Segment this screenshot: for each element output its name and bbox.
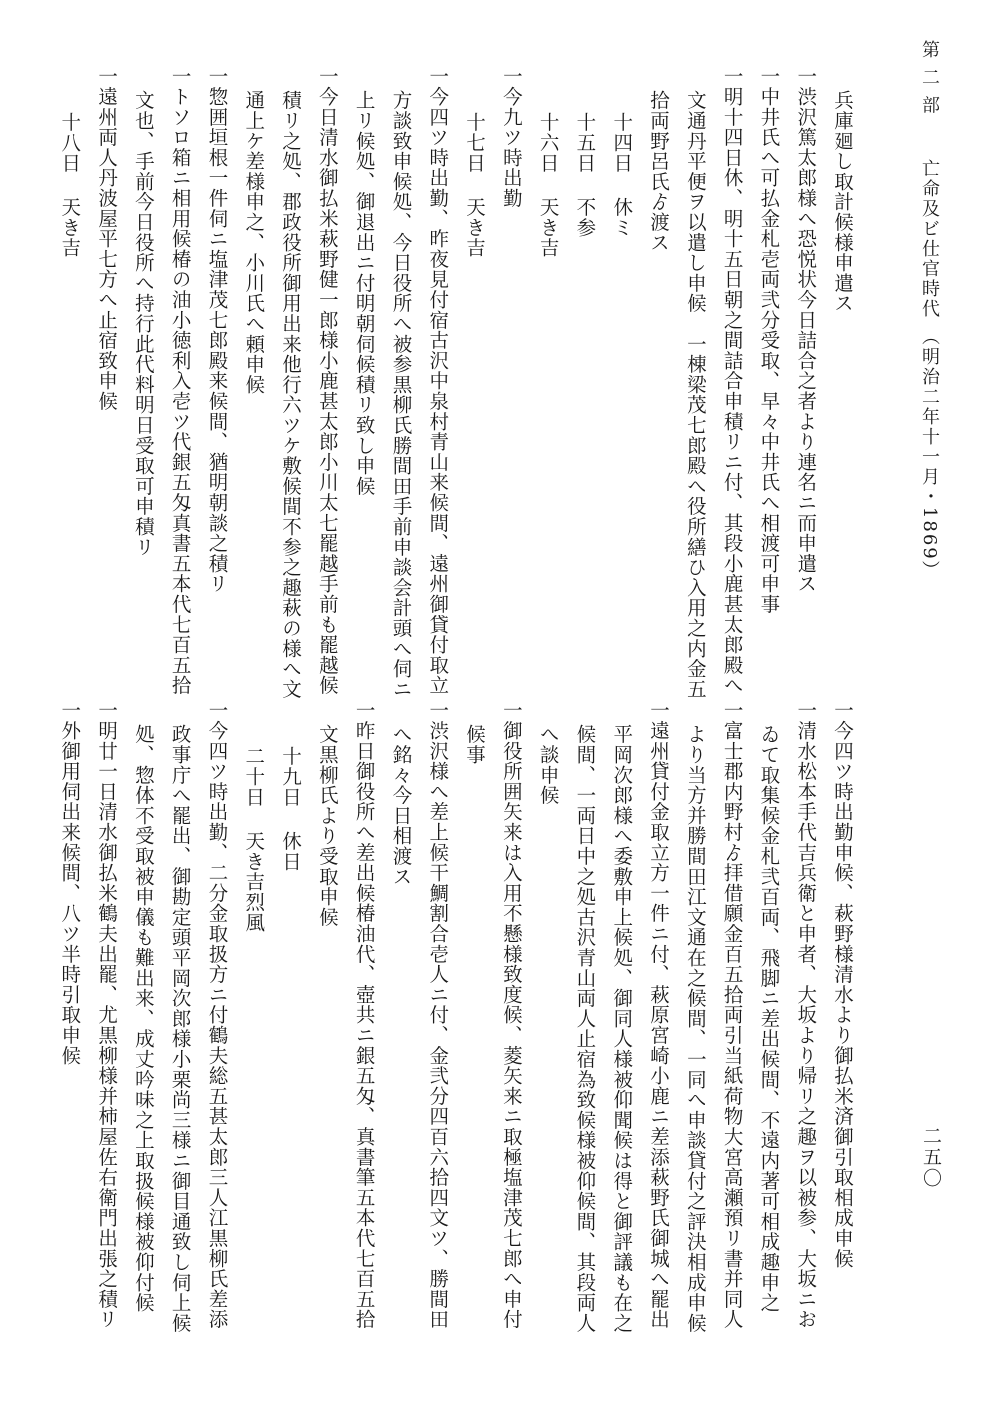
date-label: 二十日 bbox=[242, 746, 266, 807]
continuation-line: 候間、一両日中之処古沢青山両人止宿為致候様被仰候間、其段両人 bbox=[573, 724, 597, 1333]
continuation-line: ゐて取集候金札弐百両、飛脚ニ差出候間、不遠内著可相成趣申之 bbox=[757, 724, 781, 1313]
continuation-line: 文通丹平便ヲ以遣し申候 一棟梁茂七郎殿へ役所繕ひ入用之内金五 bbox=[683, 90, 707, 699]
diary-entry: 一渋沢篤太郎様へ恐悦状今日詰合之者より連名ニ而申遣ス bbox=[794, 66, 818, 594]
continuation-line: より当方并勝間田江文通在之候間、一同へ申談貸付之評決相成申候 bbox=[683, 724, 707, 1333]
date-label: 十六日 bbox=[536, 112, 560, 173]
diary-entry: 一今日清水御払米萩野健一郎様小鹿甚太郎小川太七罷越手前も罷越候 bbox=[315, 66, 339, 696]
date-label: 十七日 bbox=[463, 112, 487, 173]
continuation-line: 方談致申候処、今日役所へ被参黒柳氏勝間田手前申談会計頭へ伺ニ bbox=[389, 90, 413, 699]
continuation-line: へ談申候 bbox=[536, 724, 560, 806]
date-label: 十八日 bbox=[58, 112, 82, 173]
date-note: 天き吉烈風 bbox=[242, 830, 266, 933]
continuation-line: 処、惣体不受取被申儀も難出来、成丈吟味之上取扱候様被仰付候 bbox=[131, 724, 155, 1313]
header-part: 第 二 部 bbox=[919, 40, 940, 116]
date-label: 十九日 bbox=[279, 746, 303, 807]
continuation-line: 兵庫廻し取計候様申遣ス bbox=[831, 90, 854, 314]
diary-entry: 一昨日御役所へ差出候椿油代、壺共ニ銀五匁、真書筆五本代七百五拾 bbox=[352, 700, 376, 1330]
continuation-line: 通上ケ差様申之、小川氏へ頼申候 bbox=[242, 90, 266, 395]
continuation-line: 上リ候処、御退出ニ付明朝伺候積リ致し申候 bbox=[352, 90, 376, 496]
continuation-line: 平岡次郎様へ委敷申上候処、御同人様被仰聞候は得と御評議も在之 bbox=[610, 724, 634, 1333]
diary-entry: 一トソロ箱ニ相用候椿の油小徳利入壱ツ代銀五匁真書五本代七百五拾 bbox=[168, 66, 192, 696]
date-line bbox=[529, 66, 566, 666]
date-note: 天き吉 bbox=[536, 196, 560, 258]
date-note: 休日 bbox=[279, 830, 303, 872]
diary-entry: 一渋沢様へ差上候干鯛割合壱人ニ付、金弐分四百六拾四文ツ、勝間田 bbox=[426, 700, 450, 1330]
diary-entry: 一今九ツ時出勤 bbox=[499, 66, 523, 209]
continuation-line: 拾両野呂氏ゟ渡ス bbox=[647, 90, 671, 253]
lower-text-block bbox=[50, 700, 860, 1333]
continuation-line: 候事 bbox=[463, 724, 487, 765]
date-note: 休ミ bbox=[610, 196, 634, 238]
diary-entry: 一明十四日休、明十五日朝之間詰合申積リニ付、其段小鹿甚太郎殿へ bbox=[720, 66, 744, 696]
diary-entry: 一遠州両人丹波屋平七方へ止宿致申候 bbox=[95, 66, 119, 412]
diary-entry: 一今四ツ時出勤、昨夜見付宿古沢中泉村青山来候間、遠州御貸付取立 bbox=[426, 66, 450, 696]
diary-entry: 一明廿一日清水御払米鶴夫出罷、尤黒柳様并柿屋佐右衛門出張之積リ bbox=[95, 700, 119, 1330]
date-line bbox=[566, 66, 603, 666]
continuation-line: 文也、手前今日役所へ持行此代料明日受取可申積リ bbox=[131, 90, 155, 557]
date-line bbox=[50, 66, 87, 666]
date-label: 十四日 bbox=[610, 112, 634, 173]
continuation-line: 文黒柳氏より受取申候 bbox=[315, 724, 339, 927]
diary-entry: 一惣囲垣根一件伺ニ塩津茂七郎殿来候間、猶明朝談之積リ bbox=[205, 66, 229, 594]
diary-entry: 一今四ツ時出勤申候、萩野様清水より御払米済御引取相成申候 bbox=[831, 700, 854, 1269]
upper-text-block bbox=[50, 66, 860, 699]
page-number: 二五〇 bbox=[920, 1126, 942, 1189]
date-note: 不参 bbox=[573, 196, 597, 238]
diary-entry: 一富士郡内野村ゟ拝借願金百五拾両引当紙荷物大宮高瀬預リ書并同人 bbox=[720, 700, 744, 1330]
date-line bbox=[234, 700, 271, 1320]
diary-entry: 一今四ツ時出勤、二分金取扱方ニ付鶴夫総五甚太郎三人江黒柳氏差添 bbox=[205, 700, 229, 1330]
header-era: （明治二年十一月・1869） bbox=[919, 326, 940, 581]
continuation-line: へ銘々今日相渡ス bbox=[389, 724, 413, 887]
date-line bbox=[455, 66, 492, 666]
date-label: 十五日 bbox=[573, 112, 597, 173]
continuation-line: 積リ之処、郡政役所御用出来他行六ツケ敷候間不参之趣萩の様へ文 bbox=[279, 90, 303, 699]
running-header bbox=[918, 40, 940, 581]
diary-entry: 一外御用伺出来候間、八ツ半時引取申候 bbox=[58, 700, 82, 1066]
diary-entry: 一御役所囲矢来は入用不懸様致度候、菱矢来ニ取極塩津茂七郎へ申付 bbox=[499, 700, 523, 1330]
date-line bbox=[271, 700, 308, 1320]
date-note: 天き吉 bbox=[58, 196, 82, 258]
continuation-line: 政事庁へ罷出、御勘定頭平岡次郎様小栗尚三様ニ御目通致し伺上候 bbox=[168, 724, 192, 1333]
diary-entry: 一清水松本手代吉兵衛と申者、大坂より帰リ之趣ヲ以被参、大坂ニお bbox=[794, 700, 818, 1330]
date-note: 天き吉 bbox=[463, 196, 487, 258]
date-line bbox=[602, 66, 639, 666]
header-title: 亡命及ビ仕官時代 bbox=[919, 159, 940, 320]
diary-entry: 一遠州貸付金取立方一件ニ付、萩原宮崎小鹿ニ差添萩野氏御城へ罷出 bbox=[647, 700, 671, 1330]
diary-entry: 一中井氏へ可払金札壱両弐分受取、早々中井氏へ相渡可申事 bbox=[757, 66, 781, 615]
